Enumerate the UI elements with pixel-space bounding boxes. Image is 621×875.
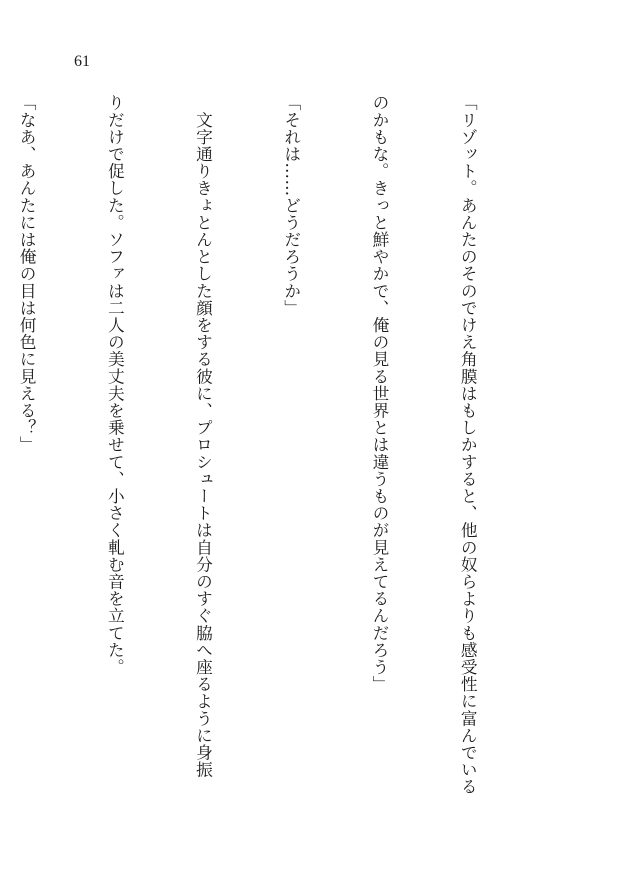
text-line: 文字通りきょとんとした顔をする彼に、プロシュートは自分のすぐ脇へ座るように身振 [193, 94, 214, 778]
vertical-text-block [0, 94, 541, 814]
text-line: 「なあ、あんたには俺の目は何色に見える？」 [17, 94, 38, 454]
text-line: 「それは……どうだろうか」 [281, 94, 302, 317]
page-number: 61 [74, 53, 90, 70]
text-line: のかもな。きっと鮮やかで、俺の見る世界とは違うものが見えてるんだろう」 [369, 94, 390, 693]
text-line: 「リゾット。あんたのそのでけえ角膜はもしかすると、他の奴らよりも感受性に富んでいる [458, 94, 479, 796]
text-line: りだけで促した。ソファは二人の美丈夫を乗せて、小さく軋む音を立てた。 [105, 94, 126, 676]
